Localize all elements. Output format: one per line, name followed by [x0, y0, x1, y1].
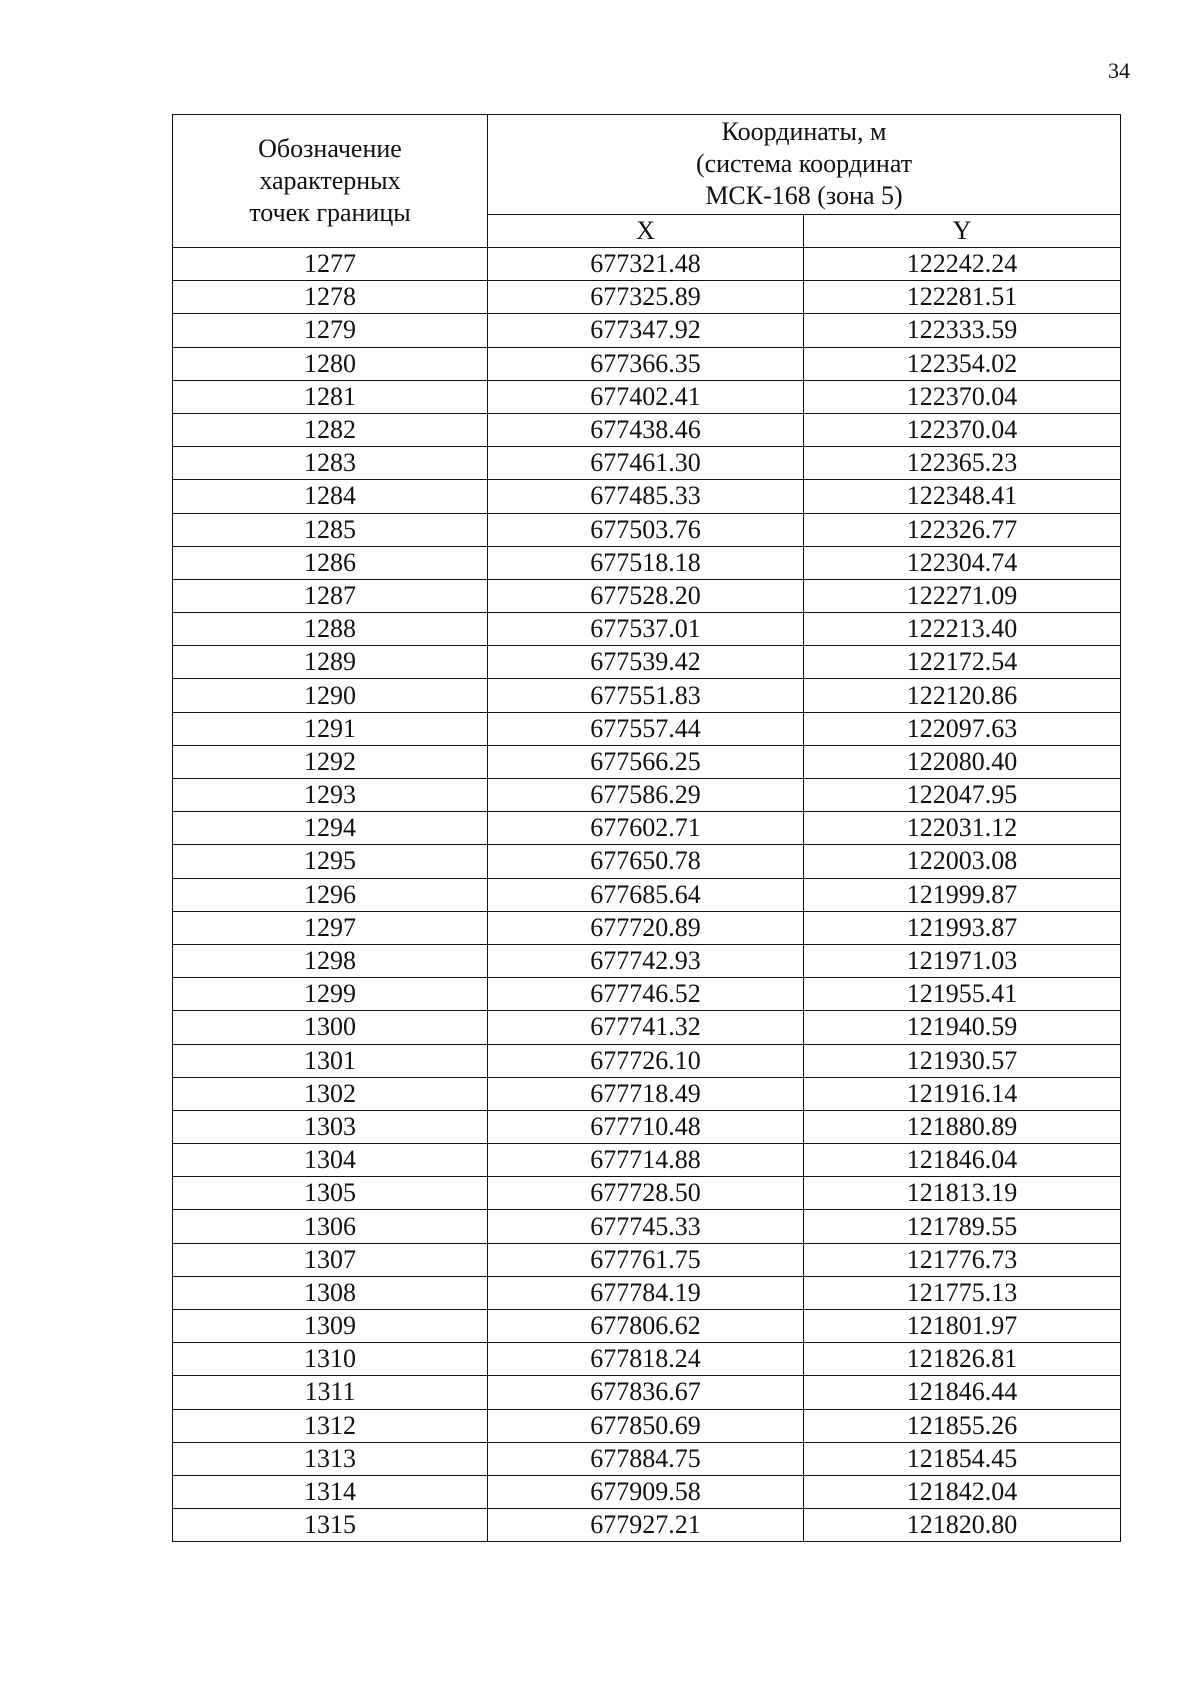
cell-x: 677402.41: [488, 380, 804, 413]
cell-y: 121789.55: [804, 1210, 1121, 1243]
table-row: [173, 579, 1121, 612]
table-body: [173, 248, 1121, 1542]
cell-y: 121842.04: [804, 1475, 1121, 1508]
cell-x: 677741.32: [488, 1011, 804, 1044]
header-coordinates-line: (система координат: [695, 149, 913, 179]
cell-point: 1278: [173, 281, 488, 314]
header-designation-line: точек границы: [249, 198, 411, 227]
cell-y: 121846.04: [804, 1144, 1121, 1177]
table-row: [173, 1110, 1121, 1143]
cell-x: 677720.89: [488, 911, 804, 944]
table-row: [173, 447, 1121, 480]
cell-y: 121820.80: [804, 1509, 1121, 1542]
table-row: [173, 1475, 1121, 1508]
cell-point: 1315: [173, 1509, 488, 1542]
cell-x: 677718.49: [488, 1077, 804, 1110]
table-row: [173, 1442, 1121, 1475]
table-row: [173, 1210, 1121, 1243]
cell-y: 121846.44: [804, 1376, 1121, 1409]
cell-y: 121854.45: [804, 1442, 1121, 1475]
cell-point: 1294: [173, 812, 488, 845]
cell-x: 677714.88: [488, 1144, 804, 1177]
table-row: [173, 679, 1121, 712]
cell-x: 677537.01: [488, 613, 804, 646]
cell-y: 121993.87: [804, 911, 1121, 944]
table-row: [173, 1077, 1121, 1110]
cell-y: 122080.40: [804, 745, 1121, 778]
table-row: [173, 1343, 1121, 1376]
cell-point: 1282: [173, 413, 488, 446]
cell-point: 1290: [173, 679, 488, 712]
cell-point: 1283: [173, 447, 488, 480]
cell-x: 677742.93: [488, 944, 804, 977]
cell-x: 677710.48: [488, 1110, 804, 1143]
coordinates-table: [172, 114, 1121, 1542]
table-row: [173, 911, 1121, 944]
cell-y: 122281.51: [804, 281, 1121, 314]
cell-x: 677745.33: [488, 1210, 804, 1243]
cell-point: 1314: [173, 1475, 488, 1508]
header-coordinates-line: МСК-168 (зона 5): [705, 181, 903, 211]
cell-y: 122326.77: [804, 513, 1121, 546]
cell-y: 121999.87: [804, 878, 1121, 911]
table-row: [173, 1409, 1121, 1442]
cell-point: 1285: [173, 513, 488, 546]
cell-x: 677485.33: [488, 480, 804, 513]
table-row: [173, 712, 1121, 745]
cell-point: 1295: [173, 845, 488, 878]
table-row: [173, 1509, 1121, 1542]
cell-point: 1307: [173, 1243, 488, 1276]
cell-y: 122097.63: [804, 712, 1121, 745]
cell-point: 1311: [173, 1376, 488, 1409]
table-row: [173, 347, 1121, 380]
table-row: [173, 878, 1121, 911]
cell-y: 121775.13: [804, 1276, 1121, 1309]
header-designation-line: характерных: [259, 166, 401, 195]
cell-point: 1313: [173, 1442, 488, 1475]
cell-x: 677728.50: [488, 1177, 804, 1210]
cell-y: 122370.04: [804, 413, 1121, 446]
cell-point: 1308: [173, 1276, 488, 1309]
table-row: [173, 1310, 1121, 1343]
cell-point: 1281: [173, 380, 488, 413]
table-row: [173, 978, 1121, 1011]
cell-y: 122333.59: [804, 314, 1121, 347]
table-row: [173, 248, 1121, 281]
cell-point: 1304: [173, 1144, 488, 1177]
cell-y: 121826.81: [804, 1343, 1121, 1376]
cell-point: 1303: [173, 1110, 488, 1143]
cell-y: 122242.24: [804, 248, 1121, 281]
cell-y: 122047.95: [804, 779, 1121, 812]
header-y: Y: [804, 214, 1121, 247]
cell-point: 1284: [173, 480, 488, 513]
table-row: [173, 1276, 1121, 1309]
cell-point: 1305: [173, 1177, 488, 1210]
cell-point: 1291: [173, 712, 488, 745]
cell-x: 677503.76: [488, 513, 804, 546]
cell-y: 121916.14: [804, 1077, 1121, 1110]
cell-y: 122172.54: [804, 646, 1121, 679]
cell-x: 677461.30: [488, 447, 804, 480]
cell-x: 677325.89: [488, 281, 804, 314]
cell-x: 677746.52: [488, 978, 804, 1011]
cell-x: 677347.92: [488, 314, 804, 347]
cell-point: 1279: [173, 314, 488, 347]
cell-point: 1298: [173, 944, 488, 977]
cell-point: 1280: [173, 347, 488, 380]
header-coordinates: [488, 115, 1121, 215]
table-row: [173, 1376, 1121, 1409]
header-designation: [173, 115, 488, 248]
cell-y: 121801.97: [804, 1310, 1121, 1343]
cell-point: 1293: [173, 779, 488, 812]
table-row: [173, 1144, 1121, 1177]
cell-y: 121880.89: [804, 1110, 1121, 1143]
cell-point: 1302: [173, 1077, 488, 1110]
cell-x: 677551.83: [488, 679, 804, 712]
table-row: [173, 380, 1121, 413]
table-row: [173, 646, 1121, 679]
cell-x: 677650.78: [488, 845, 804, 878]
cell-x: 677818.24: [488, 1343, 804, 1376]
table-row: [173, 779, 1121, 812]
header-coordinates-line: Координаты, м: [721, 117, 887, 147]
cell-y: 121955.41: [804, 978, 1121, 1011]
cell-x: 677566.25: [488, 745, 804, 778]
cell-y: 121855.26: [804, 1409, 1121, 1442]
cell-x: 677518.18: [488, 546, 804, 579]
cell-point: 1301: [173, 1044, 488, 1077]
table-row: [173, 546, 1121, 579]
cell-point: 1310: [173, 1343, 488, 1376]
cell-x: 677784.19: [488, 1276, 804, 1309]
cell-point: 1306: [173, 1210, 488, 1243]
cell-x: 677528.20: [488, 579, 804, 612]
cell-y: 122354.02: [804, 347, 1121, 380]
cell-x: 677850.69: [488, 1409, 804, 1442]
cell-y: 122348.41: [804, 480, 1121, 513]
table-row: [173, 413, 1121, 446]
cell-x: 677539.42: [488, 646, 804, 679]
cell-point: 1292: [173, 745, 488, 778]
cell-y: 122370.04: [804, 380, 1121, 413]
cell-x: 677438.46: [488, 413, 804, 446]
table-row: [173, 314, 1121, 347]
cell-x: 677726.10: [488, 1044, 804, 1077]
cell-point: 1299: [173, 978, 488, 1011]
table-row: [173, 613, 1121, 646]
cell-y: 122120.86: [804, 679, 1121, 712]
cell-point: 1312: [173, 1409, 488, 1442]
table-row: [173, 1177, 1121, 1210]
cell-x: 677761.75: [488, 1243, 804, 1276]
table-row: [173, 812, 1121, 845]
cell-y: 122304.74: [804, 546, 1121, 579]
cell-y: 121776.73: [804, 1243, 1121, 1276]
cell-x: 677927.21: [488, 1509, 804, 1542]
header-x: X: [488, 214, 804, 247]
cell-y: 122031.12: [804, 812, 1121, 845]
cell-x: 677602.71: [488, 812, 804, 845]
cell-point: 1296: [173, 878, 488, 911]
cell-y: 121971.03: [804, 944, 1121, 977]
cell-y: 121813.19: [804, 1177, 1121, 1210]
cell-point: 1309: [173, 1310, 488, 1343]
table-row: [173, 281, 1121, 314]
cell-point: 1297: [173, 911, 488, 944]
table-row: [173, 513, 1121, 546]
cell-point: 1289: [173, 646, 488, 679]
cell-x: 677321.48: [488, 248, 804, 281]
cell-point: 1286: [173, 546, 488, 579]
cell-x: 677685.64: [488, 878, 804, 911]
table-row: [173, 745, 1121, 778]
cell-x: 677836.67: [488, 1376, 804, 1409]
header-designation-line: Обозначение: [258, 134, 402, 163]
cell-x: 677884.75: [488, 1442, 804, 1475]
cell-y: 122213.40: [804, 613, 1121, 646]
cell-x: 677557.44: [488, 712, 804, 745]
page-number: 34: [1108, 58, 1130, 83]
cell-y: 122003.08: [804, 845, 1121, 878]
table-row: [173, 1243, 1121, 1276]
cell-point: 1277: [173, 248, 488, 281]
cell-x: 677586.29: [488, 779, 804, 812]
cell-point: 1287: [173, 579, 488, 612]
cell-y: 122365.23: [804, 447, 1121, 480]
cell-point: 1300: [173, 1011, 488, 1044]
cell-point: 1288: [173, 613, 488, 646]
table-header: [173, 115, 1121, 248]
table-row: [173, 1011, 1121, 1044]
table-row: [173, 944, 1121, 977]
cell-y: 121940.59: [804, 1011, 1121, 1044]
table-row: [173, 480, 1121, 513]
table-row: [173, 845, 1121, 878]
table-row: [173, 1044, 1121, 1077]
cell-y: 122271.09: [804, 579, 1121, 612]
cell-x: 677366.35: [488, 347, 804, 380]
cell-x: 677909.58: [488, 1475, 804, 1508]
cell-y: 121930.57: [804, 1044, 1121, 1077]
cell-x: 677806.62: [488, 1310, 804, 1343]
